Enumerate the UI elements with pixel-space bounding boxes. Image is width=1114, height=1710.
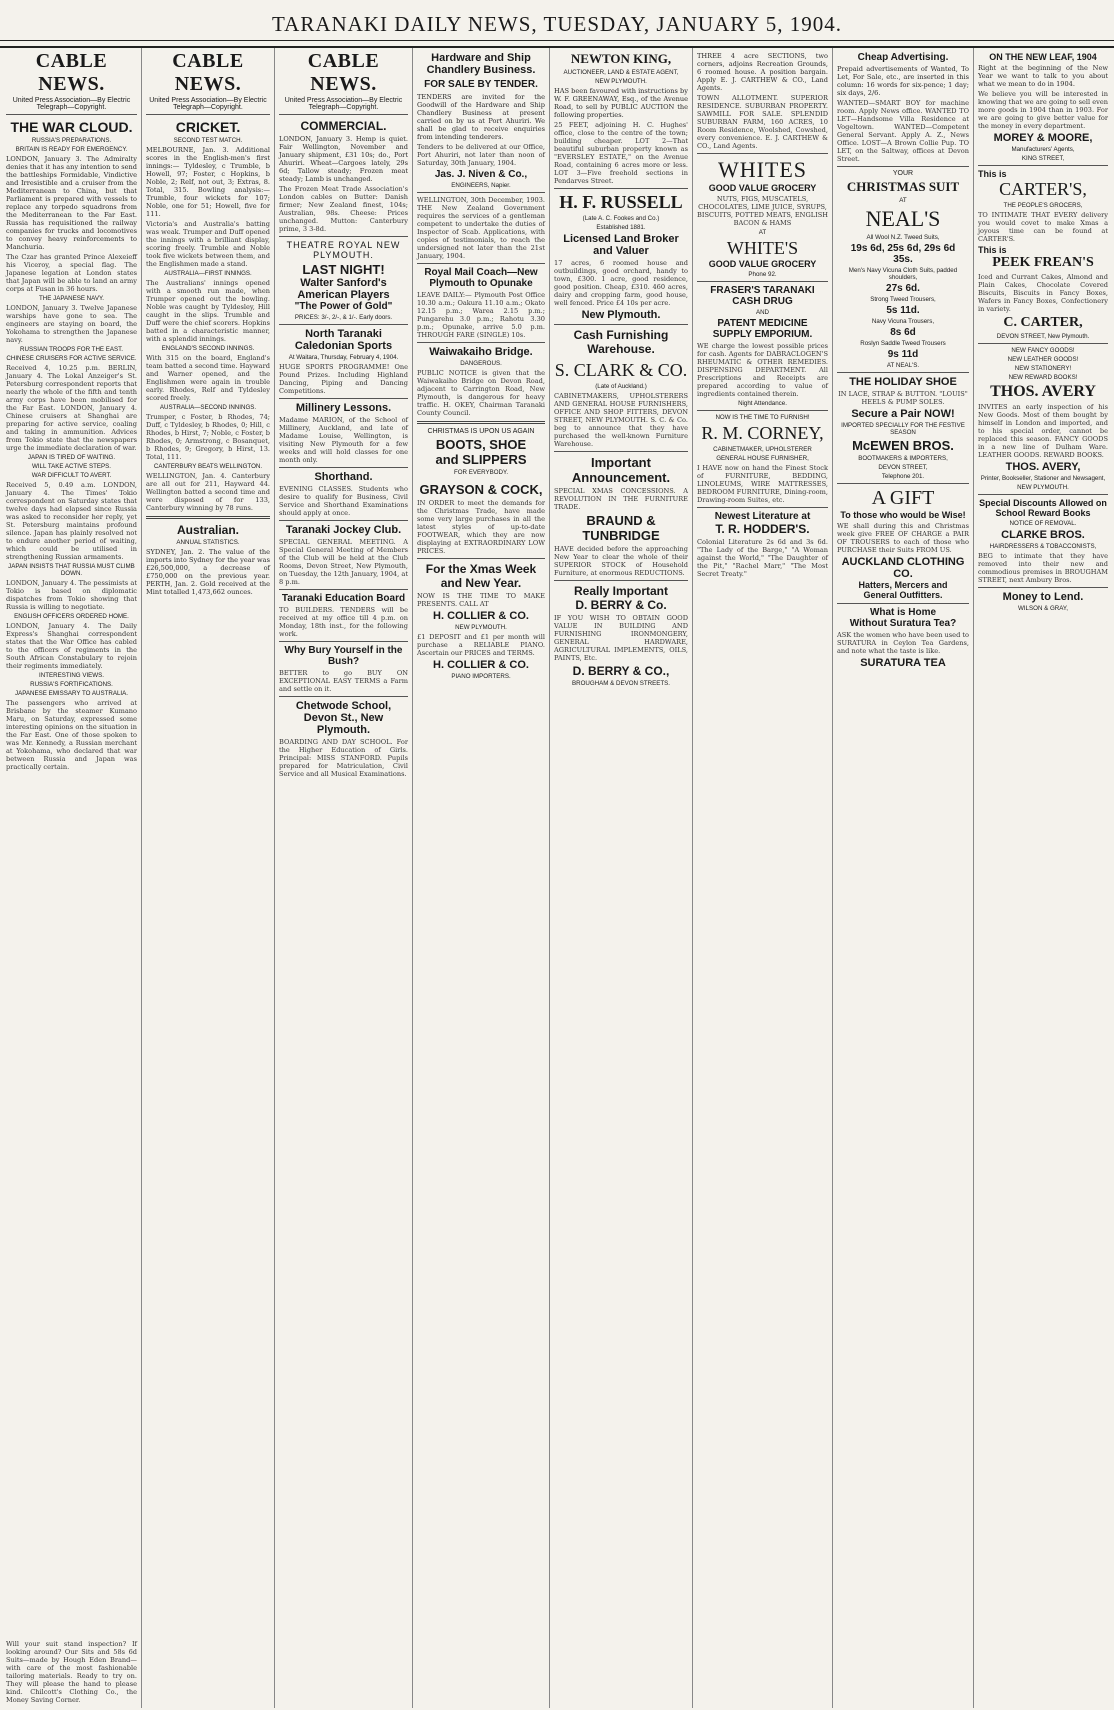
- neals-price: 27s 6d.: [886, 283, 920, 294]
- divider: [978, 165, 1108, 166]
- cable-news-heading: CABLE NEWS.: [172, 50, 244, 95]
- neals-heading: NEAL'S: [865, 206, 941, 231]
- divider: [279, 398, 408, 399]
- article-body: TO INTIMATE THAT EVERY delivery you would covet to make Xmas a joyous time can be found at CARTER'S.: [978, 211, 1108, 243]
- auckland-subheading: Hatters, Mercers and: [858, 580, 948, 590]
- sports-date: At Waitara, Thursday, February 4, 1904.: [288, 354, 399, 361]
- neals-suits: All Wool N.Z. Tweed Suits,: [866, 234, 940, 241]
- corney-subheading: GENERAL HOUSE FURNISHER,: [716, 455, 809, 462]
- divider: [837, 603, 969, 604]
- divider: [279, 236, 408, 237]
- waiwakaiho-heading: Waiwakaiho Bridge.: [429, 346, 533, 358]
- article-body: CABINETMAKERS, UPHOLSTERERS AND GENERAL HOUSE FURNISHERS, OFFICE AND SHOP FITTERS, DEVON STREET, NEW PLYMOUTH. S. C. & Co. beg to announce that they have purchased the well-known Furniture Warehouse.: [554, 392, 688, 448]
- kicker: CANTERBURY BEATS WELLINGTON.: [153, 463, 263, 470]
- mcewen-subheading: BOOTMAKERS & IMPORTERS,: [858, 455, 948, 462]
- russell-established: Established 1881.: [596, 224, 646, 231]
- clark-heading: S. CLARK & CO.: [554, 360, 688, 380]
- collier-heading: H. COLLIER & CO.: [433, 659, 529, 671]
- divider: [417, 192, 545, 193]
- commercial-heading: COMMERCIAL.: [300, 119, 387, 133]
- column-2: [142, 48, 275, 1708]
- divider: [837, 372, 969, 373]
- article-body: BEG to intimate that they have removed into their new and commodious premises in BROUGHAM STREET, next Ambury Bros.: [978, 552, 1108, 584]
- advertisement-chilcott: Will your suit stand inspection? If looking around? Our Sits and 58s 6d Suits—made by Hough Eden Brand—with care of the most fashionable tailoring materials. Ready to try on. They will please the hand to please kind. Chilcott's Clothing Co., the Money Saving Corner.: [6, 1640, 137, 1704]
- article-body: NOW IS THE TIME TO MAKE PRESENTS. CALL AT: [417, 592, 545, 608]
- time-to-furnish: NOW IS THE TIME TO FURNISH!: [715, 414, 810, 421]
- bury-yourself-heading: Why Bury Yourself in the Bush?: [284, 645, 403, 667]
- divider: [146, 114, 270, 115]
- columns: [2, 48, 1112, 1708]
- shorthand-heading: Shorthand.: [314, 471, 373, 483]
- article-body: Received 5, 0.49 a.m. LONDON, January 4. The Times' Tokio correspondent on Saturday states that twelve days had elapsed since Russia was asked to reconsider her reply, yet St. Petersburg maintains profound silence. Japan has plainly resolved not to endure another period of waiting, which could be utilised in strengthening Russian armaments.: [6, 481, 137, 561]
- niven-subheading: ENGINEERS, Napier.: [451, 182, 511, 189]
- tunbridge-heading: TUNBRIDGE: [582, 528, 660, 543]
- special-discounts-heading: Special Discounts Allowed on School Reward Books: [979, 498, 1107, 518]
- supply-emporium-heading: SUPPLY EMPORIUM.: [712, 329, 813, 340]
- article-body: LONDON, January 3. Hemp is quiet. Fair Wellington, November and January shipment, £31 10s; do., Port Ahuriri. Wheat—Cargoes lately, 29s 6d; Tallow steady; Frozen meat steady; Lamb is unchanged.: [279, 135, 408, 183]
- cable-news-subtitle: United Press Association—By Electric Telegraph—Copyright.: [149, 97, 267, 111]
- divider: [417, 558, 545, 559]
- kicker: THE JAPANESE NAVY.: [39, 295, 104, 302]
- article-body: IN LACE, STRAP & BUTTON. "LOUIS" HEELS & PUMP SOLES.: [838, 390, 968, 406]
- article-body: TOWN ALLOTMENT. SUPERIOR RESIDENCE. SUBURBAN PROPERTY. SAWMILL FOR SALE. SPLENDID SUBURBAN FARM, 160 ACRES, 10 Room Residence, Woolshed, Cowshed, every convenience. E. J. CARTHEW & CO., Land Agents.: [697, 94, 828, 150]
- divider: [978, 494, 1108, 495]
- article-body: HAVE decided before the approaching New Year to clear the whole of their SUPERIOR STOCK of Household Furniture, at enormous REDUCTIONS.: [554, 545, 688, 577]
- suratura-question-heading: Without Suratura Tea?: [849, 618, 957, 629]
- kicker: JAPAN IS TIRED OF WAITING.: [27, 454, 116, 461]
- article-body: WE charge the lowest possible prices for cash. Agents for DABRACLOGEN'S RHEUMATIC & OTHER REMEDIES. DISPENSING DEPARTMENT. All Prescriptions and Receipts are prepared according to value of ingredients contained therein.: [697, 342, 828, 398]
- newton-king-heading: NEWTON KING,: [570, 51, 672, 66]
- clark-subheading: (Late of Auckland.): [595, 383, 647, 390]
- cash-drug-heading: CASH DRUG: [732, 296, 793, 307]
- kicker: ENGLISH OFFICERS ORDERED HOME.: [14, 613, 129, 620]
- russell-subheading: (Late A. C. Fookes and Co.): [582, 215, 660, 222]
- article-body: WANTED—SMART BOY for machine room. Apply News office. WANTED TO LET—Handsome Villa Residence at Vogeltown. WANTED—Competent General Servant. Apply A. Z., News Office. LOST—A Brown Collie Pup. TO LET, on the Saltway, offices at Devon Street.: [837, 99, 969, 163]
- divider: [978, 343, 1108, 344]
- divider: [279, 520, 408, 521]
- berry-address: BROUGHAM & DEVON STREETS.: [572, 680, 670, 687]
- article-body: PUBLIC NOTICE is given that the Waiwakaiho Bridge on Devon Road, adjacent to Carrington Road, New Plymouth, is dangerous for heavy traffic. H. OKEY, Chairman Taranaki County Council.: [417, 369, 545, 417]
- cable-news-heading: CABLE NEWS.: [35, 50, 108, 95]
- c-carter-address: DEVON STREET, New Plymouth.: [996, 333, 1090, 340]
- notice-removal: NOTICE OF REMOVAL.: [1009, 520, 1077, 527]
- divider: [279, 467, 408, 468]
- kicker: SECOND TEST MATCH.: [173, 137, 243, 144]
- fancy-goods: NEW FANCY GOODS!: [1011, 347, 1075, 354]
- article-body: LEAVE DAILY:— Plymouth Post Office 10.30 a.m.; Oakura 11.10 a.m.; Okato 12.15 p.m.; Warea 2.15 p.m.; Pungarehu 3.0 p.m.; Rahotu 3.30 p.m.; Opunake, arrive 5.0 p.m. THROUGH FARE (SINGLE) 10s.: [417, 291, 545, 339]
- article-body: TENDERS are invited for the Goodwill of the Hardware and Ship Chandlery Business at present carried on by us at Port Ahuriri. We shall be glad to receive enquiries from intending tenderers.: [417, 93, 545, 141]
- article-body: WELLINGTON, Jan. 4. Canterbury are all out for 211, Hayward 44. Wellington batted a second time and were disposed of for 133, Canterbury winning by 78 runs.: [146, 472, 270, 512]
- grayson-heading: GRAYSON & COCK,: [419, 482, 543, 497]
- divider: [837, 483, 969, 484]
- peek-frean-heading: PEEK FREAN'S: [992, 255, 1094, 270]
- jockey-club-heading: Taranaki Jockey Club.: [285, 524, 402, 536]
- this-is-label: This is: [978, 245, 1007, 255]
- masthead-title: TARANAKI DAILY NEWS, TUESDAY, JANUARY 5, 1904.: [272, 12, 842, 36]
- divider: [417, 421, 545, 424]
- your-heading: YOUR: [892, 170, 914, 177]
- neals-prices: 19s 6d, 25s 6d, 29s 6d: [850, 243, 956, 254]
- good-value-grocery-heading: GOOD VALUE GROCERY: [708, 259, 817, 269]
- kicker: RUSSIA'S PREPARATIONS.: [31, 137, 112, 144]
- article-body: HUGE SPORTS PROGRAMME! One Pound Prizes. Including Highland Dancing, Piping and Dancing Competitions.: [279, 363, 408, 395]
- neals-item: Navy Vicuna Trousers,: [871, 318, 935, 325]
- divider: [146, 516, 270, 519]
- millinery-heading: Millinery Lessons.: [295, 402, 392, 414]
- divider: [554, 324, 688, 325]
- auckland-subheading: General Outfitters.: [863, 590, 943, 600]
- newton-king-subheading: AUCTIONEER, LAND & ESTATE AGENT,: [563, 69, 679, 76]
- dangerous-heading: DANGEROUS.: [460, 360, 502, 367]
- divider: [279, 641, 408, 642]
- auckland-heading: AUCKLAND CLOTHING: [841, 556, 965, 568]
- article-body: THREE 4 acre SECTIONS, two corners, adjoins Recreation Grounds, 6 roomed house. A position bargain. Apply E. J. CARTHEW & CO., Land Agents.: [697, 52, 828, 92]
- australian-heading: Australian.: [176, 523, 239, 537]
- article-body: The passengers who arrived at Brisbane by the steamer Kumano Maru, on Saturday, expressed some interesting opinions on the situation in the Far East. One of those spoken to was Mr. Kennedy, a Russian merchant at Yokohama, who declared that war between Russia and Japan was practically certain.: [6, 699, 137, 771]
- kicker: CHINESE CRUISERS FOR ACTIVE SERVICE.: [6, 355, 137, 362]
- article-body: £1 DEPOSIT and £1 per month will purchase a RELIABLE PIANO. Ascertain our PRICES and TERMS.: [417, 633, 545, 657]
- kicker: AUSTRALIA—SECOND INNINGS.: [159, 404, 257, 411]
- collier-subheading: PIANO IMPORTERS.: [451, 673, 511, 680]
- column-4: [413, 48, 550, 1708]
- article-body: With 315 on the board, England's team batted a second time. Hayward and Warner opened, and the Englishmen were again in trouble early. Rhodes, Relf and Tyldesley scored freely.: [146, 354, 270, 402]
- article-body: Tenders to be delivered at our Office, Port Ahuriri, not later than noon of Saturday, 30th January, 1904.: [417, 143, 545, 167]
- divider: [279, 696, 408, 697]
- chetwode-school-heading: Chetwode School, Devon St., New Plymouth.: [295, 700, 392, 736]
- article-body: INVITES an early inspection of his New Goods. Most of them bought by himself in London and imported, and to his special order, cannot be replaced this season. FANCY GOODS in a new line of Dulham Ware. LEATHER GOODS. REWARD BOOKS.: [978, 403, 1108, 459]
- article-body: LONDON, January 4. The Daily Express's Shanghai correspondent states that the War Office has cabled to the officers of regiments in the South African Constabulary to rejoin their regiments immediately.: [6, 622, 137, 670]
- stationery: NEW STATIONERY!: [1014, 365, 1072, 372]
- mcewen-heading: McEWEN BROS.: [852, 438, 954, 453]
- patent-medicine-heading: PATENT MEDICINE: [717, 318, 808, 329]
- new-plymouth-heading: New Plymouth.: [581, 309, 661, 321]
- theatre-heading: THEATRE ROYAL NEW PLYMOUTH.: [286, 240, 401, 260]
- night-attendance: Night Attendance.: [738, 400, 787, 407]
- divider: [279, 114, 408, 115]
- fraser-heading: FRASER'S TARANAKI: [710, 285, 815, 296]
- christmas-suit-heading: CHRISTMAS SUIT: [846, 179, 960, 194]
- article-body: NUTS, FIGS, MUSCATELS, CHOCOLATES, LIME JUICE, SYRUPS, BISCUITS, POTTED MEATS, ENGLISH BACON & HAMS: [697, 195, 828, 227]
- divider: [279, 589, 408, 590]
- article-body: Colonial Literature 2s 6d and 3s 6d. "The Lady of the Barge," "A Woman against the World," "The Daughter of the Pit," "Rachel Marr," "The Most Secret Treaty.": [697, 538, 828, 578]
- kicker: INTERESTING VIEWS.: [39, 672, 104, 679]
- whites-at: AT: [758, 229, 767, 236]
- hodder-heading: T. R. HODDER'S.: [715, 522, 810, 536]
- divider: [417, 342, 545, 343]
- article-body: The Frozen Meat Trade Association's London cables on Butter: Danish firmer; New Zealand finest, 104s; Australian, 98s. Cheese: Prices unchanged. Mutton: Canterbury prime, 3 3-8d.: [279, 185, 408, 233]
- walter-sanford-heading: Walter Sanford's American Players: [297, 277, 390, 301]
- neals-item: Roslyn Saddle Tweed Trousers: [860, 340, 946, 347]
- neals-price: 35s.: [893, 254, 913, 265]
- article-body: Right at the beginning of the New Year we want to talk to you about what we mean to do in 1904.: [978, 64, 1108, 88]
- cable-news-subtitle: United Press Association—By Electric Telegraph—Copyright.: [284, 97, 403, 111]
- kicker: BRITAIN IS READY FOR EMERGENCY.: [15, 146, 128, 153]
- holiday-shoe-heading: THE HOLIDAY SHOE: [849, 376, 957, 388]
- article-body: EVENING CLASSES. Students who desire to qualify for Business, Civil Service and Shorthand Examinations should apply at once.: [279, 485, 408, 517]
- article-body: 17 acres, 6 roomed house and outbuildings, good orchard, handy to town, £300. 1 acre, good residence, good position. Cheap, £310. 460 acres, dairy and cropping farm, good house, well fenced. Price £4 10s per acre.: [554, 259, 688, 307]
- boots-heading: BOOTS, SHOE: [435, 437, 527, 452]
- this-is-label: This is: [978, 169, 1007, 179]
- collier-heading: H. COLLIER & CO.: [433, 610, 529, 622]
- article-body: Prepaid advertisements of Wanted, To Let, For Sale, etc., are inserted in this column: 16 words for six-pence; 1 day; six days, 2/6.: [837, 65, 969, 97]
- money-to-lend-heading: Money to Lend.: [1002, 591, 1084, 603]
- collier-location: NEW PLYMOUTH.: [455, 624, 507, 631]
- divider: [697, 281, 828, 282]
- neals-price: 5s 11d.: [886, 305, 920, 316]
- article-body: SPECIAL GENERAL MEETING. A Special General Meeting of Members of the Club will be held at the Club Rooms, Devon Street, New Plymouth, on Tuesday, the 12th January, 1904, at 8 p.m.: [279, 538, 408, 586]
- morey-subheading: Manufacturers' Agents,: [1011, 146, 1075, 153]
- divider: [417, 263, 545, 264]
- kicker: RUSSIAN TROOPS FOR THE EAST.: [20, 346, 123, 353]
- article-body: LONDON, January 3. The Admiralty denies that it has any intention to send the battleships Formidable, Vindictive and Irresistible and a cruiser from the Mediterranean to China, but that Parliament is prepared with vessels to replace any torpedo squadrons from the Mediterranean to the Far East. Russia has requisitioned the railway companies for trucks and locomotives to convey heavy reinforcements to Manchuria.: [6, 155, 137, 251]
- phone-number: Phone 92.: [748, 271, 777, 278]
- article-body: The Czar has granted Prince Alexeieff his Viceroy, a special flag. The Japanese legation at London states that Japan will be able to land an army corps at Fusan in 36 hours.: [6, 253, 137, 293]
- masthead: [0, 0, 1114, 48]
- neals-price: 8s 6d: [890, 327, 916, 338]
- russell-heading: H. F. RUSSELL: [559, 192, 683, 212]
- avery-heading: THOS. AVERY: [990, 383, 1096, 400]
- mcewen-address: DEVON STREET,: [878, 464, 928, 471]
- divider: [697, 507, 828, 508]
- article-body: SPECIAL XMAS CONCESSIONS. A REVOLUTION IN THE FURNITURE TRADE.: [554, 487, 688, 511]
- education-board-heading: Taranaki Education Board: [281, 593, 406, 604]
- neals-at: AT: [899, 197, 907, 204]
- clarke-subheading: HAIRDRESSERS & TOBACCONISTS,: [989, 543, 1097, 550]
- kicker: WAR DIFFICULT TO AVERT.: [31, 472, 112, 479]
- neals-footer: AT NEAL'S.: [886, 362, 920, 369]
- everybody-heading: FOR EVERYBODY.: [453, 469, 509, 476]
- carters-heading: CARTER'S,: [999, 179, 1087, 199]
- reward-books: NEW REWARD BOOKS!: [1008, 374, 1078, 381]
- last-night-heading: LAST NIGHT!: [302, 262, 385, 277]
- divider: [697, 410, 828, 411]
- neals-price: 9s 11d: [887, 349, 919, 360]
- article-body: SYDNEY, Jan. 2. The value of the imports into Sydney for the year was £26,500,000, a decrease of £750,000 on the previous year. PERTH, Jan. 2. Gold received at the Mint totalled 1,473,662 ounces.: [146, 548, 270, 596]
- kicker: JAPAN INSISTS THAT RUSSIA MUST CLIMB DOWN.: [8, 563, 135, 577]
- kicker: ANNUAL STATISTICS.: [176, 539, 240, 546]
- gift-subheading: To those who would be Wise!: [840, 510, 966, 520]
- column-3: [275, 48, 413, 1708]
- mail-coach-heading: Royal Mail Coach—New Plymouth to Opunake: [424, 267, 538, 289]
- article-body: LONDON, January 3. Twelve Japanese warships have gone to sea. The engineers are staying on board, the Yokohama to strengthen the Japanese navy.: [6, 304, 137, 344]
- mcewen-telephone: Telephone 201.: [881, 473, 925, 480]
- divider: [554, 188, 688, 189]
- column-7: [833, 48, 974, 1708]
- kicker: ENGLAND'S SECOND INNINGS.: [161, 345, 255, 352]
- corney-heading: R. M. CORNEY,: [701, 423, 824, 443]
- braund-heading: BRAUND &: [586, 513, 656, 528]
- article-body: LONDON, January 4. The pessimists at Tokio is based on diplomatic dispatches from Tokio showing that Russia is willing to negotiate.: [6, 579, 137, 611]
- newest-literature-heading: Newest Literature at: [714, 511, 811, 522]
- kicker: WILL TAKE ACTIVE STEPS.: [32, 463, 111, 470]
- gift-heading: A GIFT: [871, 487, 935, 509]
- column-8: [974, 48, 1112, 1708]
- article-body: IN ORDER to meet the demands for the Christmas Trade, have made some very large purchases in all the latest styles of up-to-date FOOTWEAR, which they are now displaying at EXTRAORDINARY LOW PRICES.: [417, 499, 545, 555]
- column-6: [693, 48, 833, 1708]
- cable-news-subtitle: United Press Association—By Electric Telegraph—Copyright.: [12, 97, 131, 111]
- imported-text: IMPORTED SPECIALLY FOR THE FESTIVE SEASON: [841, 422, 965, 436]
- article-body: Iced and Currant Cakes, Almond and Plain Cakes, Chocolate Covered Biscuits, Biscuits in Fancy Boxes, Wafers in Fancy Boxes, Confectionery in variety.: [978, 273, 1108, 313]
- article-body: BOARDING AND DAY SCHOOL. For the Higher Education of Girls. Principal: MISS STANFORD. Pupils prepared for Matriculation, Civil Service and all Musical Examinations.: [279, 738, 408, 778]
- kicker: RUSSIA'S FORTIFICATIONS.: [30, 681, 113, 688]
- column-5: [550, 48, 693, 1708]
- cable-news-heading: CABLE NEWS.: [307, 50, 380, 95]
- really-important-heading: Really Important: [573, 584, 669, 598]
- whites-heading: WHITES: [717, 157, 808, 182]
- masthead-rule: [0, 40, 1114, 41]
- leather-goods: NEW LEATHER GOODS!: [1007, 356, 1079, 363]
- good-value-grocery-heading: GOOD VALUE GROCERY: [708, 183, 817, 193]
- berry-heading: D. BERRY & CO.,: [572, 664, 670, 678]
- cheap-advertising-heading: Cheap Advertising.: [857, 52, 949, 63]
- divider: [554, 451, 688, 452]
- neals-item: Strong Tweed Trousers,: [870, 296, 936, 303]
- carters-subheading: THE PEOPLE'S GROCERS,: [1003, 202, 1083, 209]
- clarke-heading: CLARKE BROS.: [1001, 529, 1085, 541]
- avery-subheading: Printer, Bookseller, Stationer and Newsagent,: [980, 475, 1106, 482]
- warehouse-heading: Warehouse.: [587, 342, 655, 356]
- article-body: WE shall during this and Christmas week give FREE OF CHARGE a PAIR OF TROUSERS to each of those who PURCHASE their Suits FROM US.: [837, 522, 969, 554]
- cash-furnishing-heading: Cash Furnishing: [573, 328, 669, 342]
- kicker: JAPANESE EMISSARY TO AUSTRALIA.: [15, 690, 128, 697]
- land-broker-heading: Licensed Land Broker and Valuer: [563, 233, 679, 257]
- auckland-co: CO.: [893, 568, 913, 580]
- suratura-question-heading: What is Home: [869, 607, 937, 618]
- berry-heading: D. BERRY & Co.: [575, 598, 667, 612]
- wilson-gray: WILSON & GRAY,: [1018, 605, 1068, 612]
- secure-pair-heading: Secure a Pair NOW!: [851, 408, 955, 420]
- caledonian-sports-heading: North Taranaki Caledonian Sports: [294, 328, 393, 352]
- slippers-heading: and SLIPPERS: [435, 452, 527, 467]
- divider: [697, 153, 828, 154]
- article-body: Trumper, c Foster, b Rhodes, 74; Duff, c Tyldesley, b Rhodes, 0; Hill, c Rhodes, b Hirst, 7; Noble, c Foster, b Rhodes, 0; Armstrong, c Bosanquet, b Rhodes, 9; Gregory, b Hirst, 13. Total, 111.: [146, 413, 270, 461]
- article-body: ASK the women who have been used to SURATURA in Ceylon Tea Gardens, and note what the taste is like.: [837, 631, 970, 655]
- divider: [279, 324, 408, 325]
- important-heading: Important: [591, 455, 651, 470]
- power-of-gold-heading: "The Power of Gold": [294, 301, 393, 312]
- article-body: Received 4, 10.25 p.m. BERLIN, January 4. The Lokal Anzeiger's St. Petersburg correspondent reports that nearly the whole of the fifth and tenth army corps have been mobilised for the Far East. LONDON, January 4. Chinese cruisers at Shanghai are preparing for active service, coaling and taking in ammunition. Advices from Tokio state that the newspapers urge the immediate declaration of war.: [6, 364, 137, 452]
- divider: [554, 580, 688, 581]
- article-body: We believe you will be interested in knowing that we are going to sell even more goods in 1904 than in 1903. For we are going to give better value for the money in every department.: [978, 90, 1108, 130]
- christmas-heading: CHRISTMAS IS UPON US AGAIN: [427, 428, 535, 435]
- article-body: 25 FEET, adjoining H. C. Hughes' office, close to the centre of the town; building cheaper. LOT 2—That beautiful suburban property known as "EVERSLEY ESTATE," on the Avenue Road, containing 6 acres more or less. LOT 3—Five freehold sections in Pendarves Street.: [554, 121, 688, 185]
- article-body: I HAVE now on hand the Finest Stock of FURNITURE, BEDDING, LINOLEUMS, WIRE MATTRESSES, BEDROOM FURNITURE, Dining-room, Drawing-room Suites, etc.: [697, 464, 828, 504]
- whites-heading: WHITE'S: [726, 238, 799, 258]
- column-1: [2, 48, 142, 1708]
- morey-address: KING STREET,: [1021, 155, 1065, 162]
- article-body: TO BUILDERS. TENDERS will be received at my office till 4 p.m. on Monday, 18th inst., for the following work.: [279, 606, 408, 638]
- morey-heading: MOREY & MOORE,: [993, 132, 1093, 144]
- article-body: Victoria's and Australia's batting was weak. Trumper and Duff opened the innings with a brilliant display, scoring freely. Trumble and Noble took five wickets between them, and the Englishmen made a stand.: [146, 220, 270, 268]
- divider: [978, 587, 1108, 588]
- sale-by-tender-heading: FOR SALE BY TENDER.: [424, 79, 538, 90]
- niven-heading: Jas. J. Niven & Co.,: [434, 169, 528, 180]
- new-leaf-heading: ON THE NEW LEAF, 1904: [989, 52, 1097, 62]
- kicker: AUSTRALIA—FIRST INNINGS.: [164, 270, 252, 277]
- war-cloud-heading: THE WAR CLOUD.: [10, 119, 133, 135]
- article-body: Madame MARION, of the School of Millinery, Auckland, and late of Madame Louise, Wellington, is visiting New Plymouth for a few weeks and will hold classes for one month only.: [279, 416, 408, 464]
- article-body: IF YOU WISH TO OBTAIN GOOD VALUE IN BUILDING AND FURNISHING IRONMONGERY, GENERAL HARDWARE, AGRICULTURAL IMPLEMENTS, OILS, PAINTS, Etc.: [554, 614, 688, 662]
- divider: [6, 114, 137, 115]
- newton-king-location: NEW PLYMOUTH.: [595, 78, 647, 85]
- c-carter-heading: C. CARTER,: [1003, 315, 1083, 330]
- xmas-week-heading: For the Xmas Week: [425, 562, 537, 576]
- article-body: HAS been favoured with instructions by W. F. GREENAWAY, Esq., of the Avenue Road, to sell by PUBLIC AUCTION the following properties.: [554, 87, 688, 119]
- article-body: The Australians' innings opened with a smooth run made, when Trumper opened out the bowling. Noble was caught by Tyldesley, Hill caught in the slips. Trumble and Duff were the chief scorers. Hopkins batted in a characteristic manner, with a splendid innings.: [146, 279, 270, 343]
- announcement-heading: Announcement.: [571, 470, 671, 485]
- neals-item: Men's Navy Vicuna Cloth Suits, padded shoulders,: [848, 267, 958, 281]
- article-body: MELBOURNE, Jan. 3. Additional scores in the English-men's first innings:— Tyldesley, c Trumble, b Howell, 97; Foster, c Hopkins, b Noble, 2; Relf, not out, 3; Extras, 8. Total, 315. Bowling analysis:—Trumble, four wickets for 107; Noble, one for 51; Howell, five for 111.: [146, 146, 270, 218]
- article-body: BETTER to go BUY ON EXCEPTIONAL EASY TERMS a Farm and settle on it.: [279, 669, 408, 693]
- suratura-heading: SURATURA TEA: [860, 657, 946, 669]
- new-year-heading: and New Year.: [440, 576, 522, 590]
- fraser-and: AND: [755, 309, 770, 316]
- avery-location: NEW PLYMOUTH.: [1017, 484, 1069, 491]
- prices-text: PRICES: 3/-, 2/-, & 1/-. Early doors.: [294, 314, 393, 321]
- divider: [837, 166, 969, 167]
- corney-subheading: CABINETMAKER, UPHOLSTERER: [713, 446, 812, 453]
- cricket-heading: CRICKET.: [175, 119, 241, 135]
- hardware-heading: Hardware and Ship Chandlery Business.: [426, 52, 536, 76]
- avery-heading: THOS. AVERY,: [1005, 461, 1081, 473]
- article-body: WELLINGTON, 30th December, 1903. THE New Zealand Government requires the services of a gentleman competent to undertake the duties of Inspector of Scab. Applications, with copies of testimonials, to reach the undersigned not later than the 21st January, 1904.: [417, 196, 545, 260]
